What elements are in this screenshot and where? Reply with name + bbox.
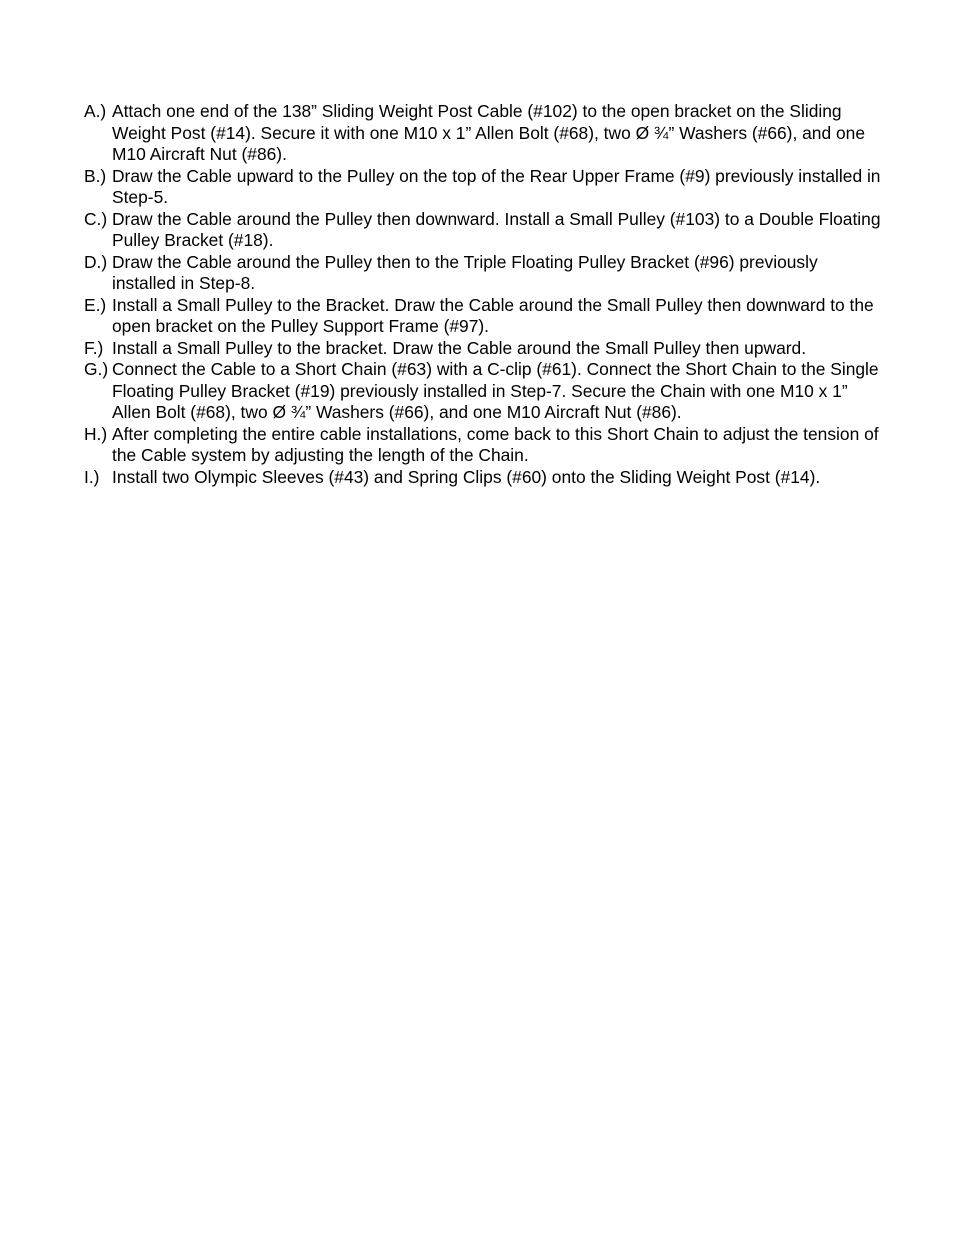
step-text: Attach one end of the 138” Sliding Weight Post Cable (#102) to the open bracket on the Sliding Weight Post (#14). Secure it with one M10 x 1” Allen Bolt (#68), two Ø ¾” Washers (#66), and one M10 Aircraft Nut (#86). xyxy=(112,101,865,164)
instruction-step-e xyxy=(84,295,884,338)
instruction-step-c xyxy=(84,209,884,252)
step-text: Connect the Cable to a Short Chain (#63) with a C-clip (#61). Connect the Short Chain to the Single Floating Pulley Bracket (#19) previously installed in Step-7. Secure the Chain with one M10 x 1” Allen Bolt (#68), two Ø ¾” Washers (#66), and one M10 Aircraft Nut (#86). xyxy=(112,359,879,422)
instruction-step-g xyxy=(84,359,884,424)
step-text: Install two Olympic Sleeves (#43) and Spring Clips (#60) onto the Sliding Weight Post (#14). xyxy=(112,466,821,487)
instruction-step-b xyxy=(84,166,884,209)
step-text: Draw the Cable upward to the Pulley on the top of the Rear Upper Frame (#9) previously installed in Step-5. xyxy=(112,165,881,207)
step-label: D.) xyxy=(84,251,108,272)
step-label: F.) xyxy=(84,337,104,358)
instruction-list xyxy=(84,101,884,488)
instruction-step-i xyxy=(84,467,884,489)
step-label: G.) xyxy=(84,359,109,379)
step-label: E.) xyxy=(84,294,107,315)
instruction-step-h xyxy=(84,424,884,467)
step-label: A.) xyxy=(84,101,107,121)
step-label: B.) xyxy=(84,165,107,186)
step-text: Draw the Cable around the Pulley then to the Triple Floating Pulley Bracket (#96) previously installed in Step-8. xyxy=(112,251,818,293)
step-text: After completing the entire cable installations, come back to this Short Chain to adjust the tension of the Cable system by adjusting the length of the Chain. xyxy=(112,423,879,465)
step-text: Draw the Cable around the Pulley then downward. Install a Small Pulley (#103) to a Double Floating Pulley Bracket (#18). xyxy=(112,208,881,250)
step-text: Install a Small Pulley to the bracket. Draw the Cable around the Small Pulley then upward. xyxy=(112,337,807,358)
instruction-step-f xyxy=(84,338,884,360)
instruction-step-a xyxy=(84,101,884,166)
step-text: Install a Small Pulley to the Bracket. Draw the Cable around the Small Pulley then downward to the open bracket on the Pulley Support Frame (#97). xyxy=(112,294,874,336)
step-label: C.) xyxy=(84,208,108,229)
instruction-step-d xyxy=(84,252,884,295)
step-label: I.) xyxy=(84,466,100,487)
step-label: H.) xyxy=(84,423,108,444)
